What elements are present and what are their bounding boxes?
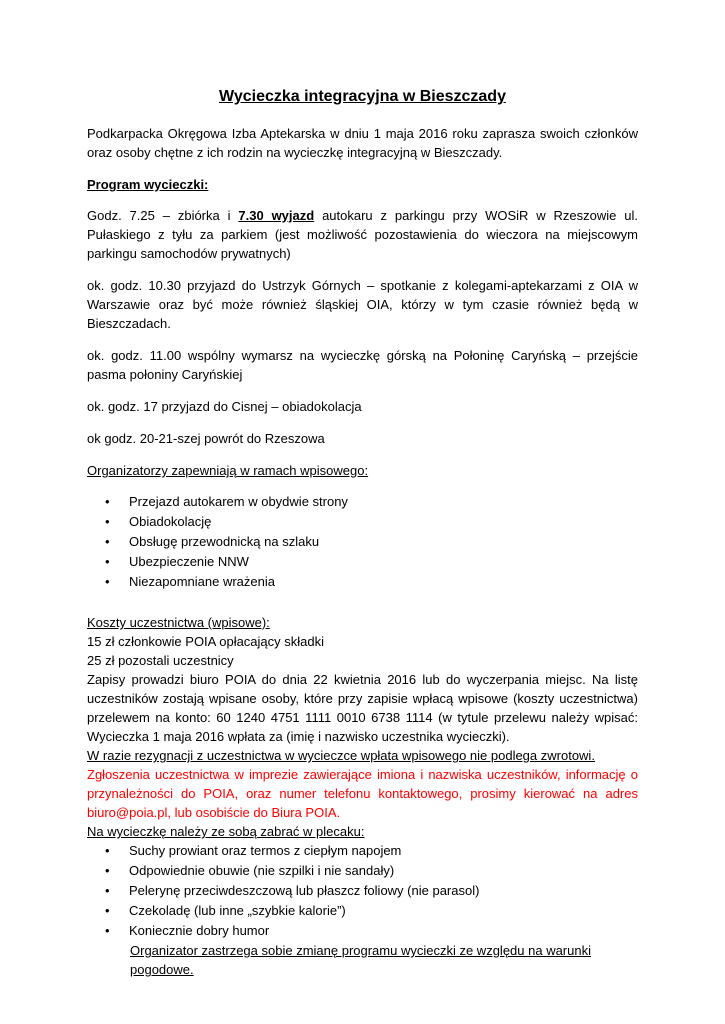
cost-members: 15 zł członkowie POIA opłacający składki: [87, 634, 325, 649]
organizers-heading-text: Organizatorzy zapewniają w ramach wpisowego:: [87, 463, 369, 478]
packing-list: [87, 841, 638, 941]
list-item: • Suchy prowiant oraz termos z ciepłym napojem: [87, 841, 638, 861]
bullet-icon: •: [105, 514, 110, 529]
list-item: • Czekoladę (lub inne „szybkie kalorie”): [87, 901, 638, 921]
cost-others: 25 zł pozostali uczestnicy: [87, 653, 234, 668]
program-item-1: [87, 206, 638, 263]
program-item-1-end: autokaru z parkingu przy WOSiR w Rzeszowie ul. Pułaskiego z tyłu za parkiem (jest możliwość pozostawienia do wieczora na miejscowym parkingu samochodów prywatnych): [87, 208, 639, 261]
intro-paragraph: Podkarpacka Okręgowa Izba Aptekarska w dniu 1 maja 2016 roku zaprasza swoich członków oraz osoby chętne z ich rodzin na wycieczkę integracyjną w Bieszczady.: [87, 126, 638, 160]
bullet-icon: •: [105, 863, 110, 878]
disclaimer: Organizator zastrzega sobie zmianę programu wycieczki ze względu na warunki pogodowe.: [130, 943, 591, 977]
program-item-1-start: Godz. 7.25 – zbiórka i: [87, 208, 239, 223]
bullet-icon: •: [105, 574, 110, 589]
applications-info: Zgłoszenia uczestnictwa w imprezie zawierające imiona i nazwiska uczestników, informację o przynależności do POIA, oraz numer telefonu kontaktowego, prosimy kierować na adres biuro@poia.pl, lub osobiście do Biura POIA.: [87, 767, 638, 820]
costs-section: [87, 613, 638, 841]
program-item-2: ok. godz. 10.30 przyjazd do Ustrzyk Górnych – spotkanie z kolegami-aptekarzami z OIA w Warszawie oraz być może również śląskiej OIA, którzy w tym czasie również będą w Bieszczadach.: [87, 278, 638, 331]
bullet-icon: •: [105, 883, 110, 898]
list-item: • Obsługę przewodnicką na szlaku: [87, 532, 638, 552]
refund-note: W razie rezygnacji z uczestnictwa w wycieczce wpłata wpisowego nie podlega zwrotowi.: [87, 748, 595, 763]
list-item: • Koniecznie dobry humor: [87, 921, 638, 941]
packing-heading: Na wycieczkę należy ze sobą zabrać w plecaku:: [87, 824, 365, 839]
organizers-list: [87, 492, 638, 592]
costs-heading: Koszty uczestnictwa (wpisowe):: [87, 615, 270, 630]
program-item-3: ok. godz. 11.00 wspólny wymarsz na wycieczkę górską na Połoninę Caryńską – przejście pasma połoniny Caryńskiej: [87, 348, 638, 382]
list-item: • Niezapomniane wrażenia: [87, 572, 638, 592]
program-heading-text: Program wycieczki:: [87, 177, 209, 192]
organizers-heading: [87, 461, 638, 480]
list-item: • Ubezpieczenie NNW: [87, 552, 638, 572]
program-heading: [87, 175, 638, 194]
registration-info: Zapisy prowadzi biuro POIA do dnia 22 kwietnia 2016 lub do wyczerpania miejsc. Na listę uczestników zostają wpisane osoby, które przy zapisie wpłacą wpisowe (koszty uczestnictwa) przelewem na konto: 60 1240 4751 1111 0010 6738 1114 (w tytule przelewu należy wpisać: Wycieczka 1 maja 2016 wpłata za (imię i nazwisko uczestnika wycieczki).: [87, 672, 638, 744]
list-item: • Pelerynę przeciwdeszczową lub płaszcz foliowy (nie parasol): [87, 881, 638, 901]
bullet-icon: •: [105, 923, 110, 938]
program-item-4: ok. godz. 17 przyjazd do Cisnej – obiadokolacja: [87, 399, 362, 414]
list-item: • Obiadokolację: [87, 512, 638, 532]
list-item: • Odpowiednie obuwie (nie szpilki i nie sandały): [87, 861, 638, 881]
bullet-icon: •: [105, 903, 110, 918]
program-item-5: ok godz. 20-21-szej powrót do Rzeszowa: [87, 431, 325, 446]
bullet-icon: •: [105, 843, 110, 858]
bullet-icon: •: [105, 534, 110, 549]
program-item-1-departure: 7.30 wyjazd: [238, 208, 315, 223]
bullet-icon: •: [105, 554, 110, 569]
document-title: Wycieczka integracyjna w Bieszczady: [219, 88, 506, 105]
bullet-icon: •: [105, 494, 110, 509]
list-item: • Przejazd autokarem w obydwie strony: [87, 492, 638, 512]
